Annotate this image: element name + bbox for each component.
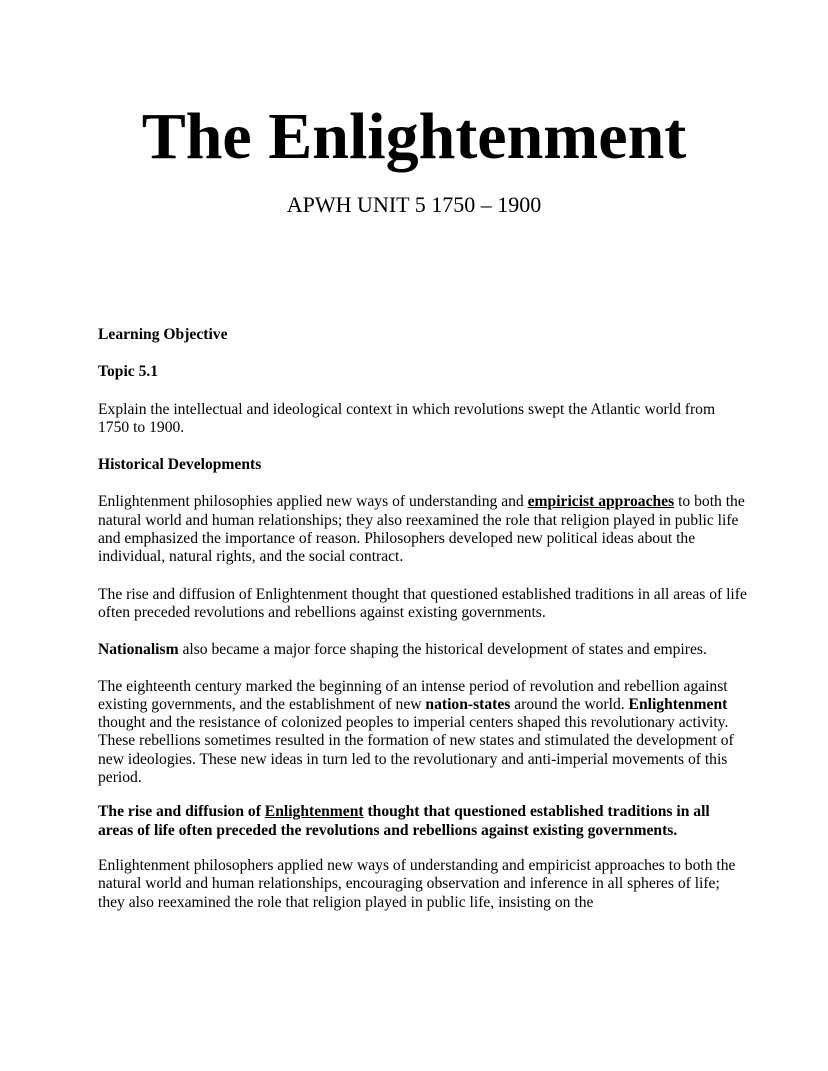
- term-empiricist-approaches: empiricist approaches: [527, 493, 675, 511]
- term-enlightenment: Enlightenment: [628, 695, 728, 713]
- term-enlightenment-underlined: Enlightenment: [264, 803, 364, 821]
- paragraph-nationalism: [98, 641, 748, 659]
- objective-paragraph: Explain the intellectual and ideological context in which revolutions swept the Atlantic world from 1750 to 1900.: [98, 400, 716, 436]
- paragraph-text: also became a major force shaping the historical development of states and empires.: [178, 641, 707, 659]
- paragraph-text: thought and the resistance of colonized peoples to imperial centers shaped this revolutionary activity. These rebellions sometimes resulted in the formation of new states and stimulated the development of new ideologies. These new ideas in turn led to the revolutionary and anti-imperial movements of this period.: [98, 714, 734, 787]
- paragraph-eighteenth-century: [98, 678, 748, 788]
- term-nation-states: nation-states: [425, 695, 511, 713]
- topic-heading: Topic 5.1: [98, 363, 159, 381]
- paragraph-text: Enlightenment philosophies applied new ways of understanding and: [98, 493, 528, 511]
- paragraph-rise-diffusion: The rise and diffusion of Enlightenment thought that questioned established traditions in all areas of life often preceded revolutions and rebellions against existing governments.: [98, 585, 747, 621]
- document-body: [98, 326, 748, 912]
- paragraph-philosophers: Enlightenment philosophers applied new ways of understanding and empiricist approaches to both the natural world and human relationships, encouraging observation and inference in all spheres of life; they also reexamined the role that religion played in public life, insisting on the: [98, 856, 736, 911]
- paragraph-text: to both the natural world and human relationships; they also reexamined the role that religion played in public life and emphasized the importance of reason. Philosophers developed new political ideas about the individual, natural rights, and the social contract.: [98, 493, 745, 566]
- paragraph-key-statement: [98, 803, 748, 840]
- paragraph-text: The rise and diffusion of: [98, 803, 265, 821]
- paragraph-text: around the world.: [510, 695, 629, 713]
- term-nationalism: Nationalism: [98, 641, 179, 659]
- paragraph-philosophies: [98, 493, 748, 566]
- document-title: The Enlightenment: [141, 100, 687, 173]
- document-subtitle: APWH UNIT 5 1750 – 1900: [286, 192, 542, 217]
- learning-objective-heading: Learning Objective: [98, 326, 228, 343]
- paragraph-text: The eighteenth century marked the beginning of an intense period of revolution and rebellion against existing governments, and the establishment of new: [98, 677, 728, 713]
- historical-developments-heading: Historical Developments: [98, 456, 262, 474]
- paragraph-text: thought that questioned established traditions in all areas of life often preceded the revolutions and rebellions against existing governments.: [98, 803, 710, 839]
